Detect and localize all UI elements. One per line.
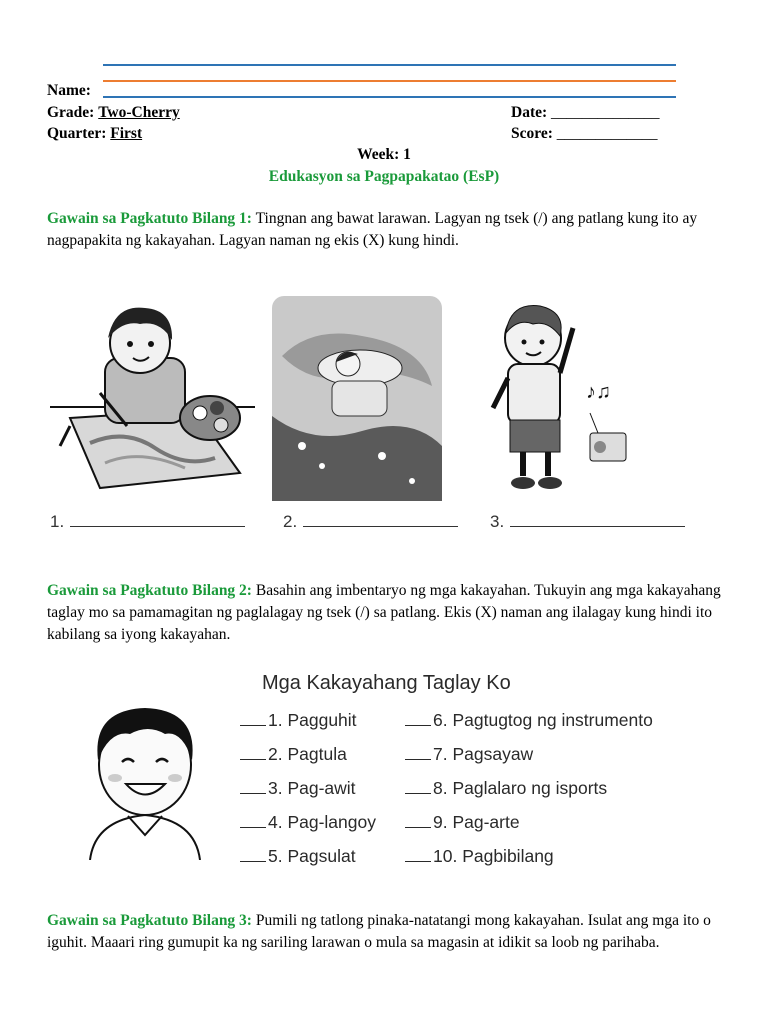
skill-blank-6[interactable] (405, 725, 431, 726)
answer-row-2 (283, 512, 458, 532)
header-line-blue-name (103, 96, 676, 98)
date-blank[interactable]: ______________ (551, 104, 660, 121)
inventory-title: Mga Kakayahang Taglay Ko (262, 672, 511, 694)
activity1-text: Tingnan ang bawat larawan. Lagyan ng tsek (/) ang patlang kung ito ay nagpapakita ng kakayahan. Lagyan naman ng ekis (X) kung hindi. (47, 210, 698, 249)
date-label: Date: (511, 104, 548, 121)
answer-blank-3[interactable] (510, 512, 685, 527)
boy-painting-picture (45, 298, 260, 498)
header-line-orange (103, 80, 676, 82)
svg-text:♪♫: ♪♫ (586, 381, 611, 403)
skill-item-5[interactable]: 5. Pagsulat (240, 846, 356, 867)
score-blank[interactable]: _____________ (556, 125, 658, 142)
header-line-blue-top (103, 64, 676, 66)
skill-blank-3[interactable] (240, 793, 266, 794)
answer-number-2: 2. (283, 512, 298, 531)
skill-blank-4[interactable] (240, 827, 266, 828)
skill-item-4[interactable]: 4. Pag-langoy (240, 812, 376, 833)
skill-item-7[interactable]: 7. Pagsayaw (405, 744, 533, 765)
activity3-text: Pumili ng tatlong pinaka-natatangi mong kakayahan. Isulat ang mga ito o iguhit. Maaari ring gumupit ka ng sariling larawan o mula sa magasin at idikit sa loob ng parihaba. (47, 912, 711, 951)
name-label: Name: (47, 82, 91, 99)
subject-title: Edukasyon sa Pagpapakatao (EsP) (268, 168, 500, 185)
quarter-value: First (110, 125, 143, 142)
activity1-instructions (47, 208, 727, 252)
skill-blank-9[interactable] (405, 827, 431, 828)
answer-blank-2[interactable] (303, 512, 458, 527)
skill-blank-2[interactable] (240, 759, 266, 760)
smiling-boy-picture (70, 700, 220, 860)
skill-blank-1[interactable] (240, 725, 266, 726)
activity1-title: Gawain sa Pagkatuto Bilang 1: (47, 210, 252, 227)
skill-blank-7[interactable] (405, 759, 431, 760)
boy-dancing-picture (478, 298, 638, 498)
date-row (511, 104, 660, 122)
answer-blank-1[interactable] (70, 512, 245, 527)
grade-label: Grade: (47, 104, 95, 121)
grade-row (47, 104, 180, 122)
boy-sleeping-picture (272, 296, 442, 501)
skill-item-3[interactable]: 3. Pag-awit (240, 778, 356, 799)
answer-row-1 (50, 512, 245, 532)
activity3-title: Gawain sa Pagkatuto Bilang 3: (47, 912, 252, 929)
skill-item-6[interactable]: 6. Pagtugtog ng instrumento (405, 710, 653, 731)
activity2-title: Gawain sa Pagkatuto Bilang 2: (47, 582, 252, 599)
quarter-row (47, 125, 142, 143)
skill-item-10[interactable]: 10. Pagbibilang (405, 846, 554, 867)
skill-item-1[interactable]: 1. Pagguhit (240, 710, 357, 731)
activity2-instructions (47, 580, 727, 646)
activity3-instructions (47, 910, 727, 954)
grade-value: Two-Cherry (98, 104, 180, 121)
score-label: Score: (511, 125, 553, 142)
activity2-text: Basahin ang imbentaryo ng mga kakayahan. Tukuyin ang mga kakayahang taglay mo sa pamamagitan ng paglalagay ng tsek (/) sa patlang. Ekis (X) naman ang ilalagay kung hindi ito kabilang sa iyong kakayahan. (47, 582, 721, 643)
skill-blank-5[interactable] (240, 861, 266, 862)
answer-row-3 (490, 512, 685, 532)
skill-blank-10[interactable] (405, 861, 431, 862)
skill-item-9[interactable]: 9. Pag-arte (405, 812, 520, 833)
week-label: Week: 1 (357, 146, 411, 163)
answer-number-3: 3. (490, 512, 505, 531)
skill-item-2[interactable]: 2. Pagtula (240, 744, 347, 765)
skill-blank-8[interactable] (405, 793, 431, 794)
skill-item-8[interactable]: 8. Paglalaro ng isports (405, 778, 607, 799)
score-row (511, 125, 658, 143)
answer-number-1: 1. (50, 512, 65, 531)
quarter-label: Quarter: (47, 125, 107, 142)
